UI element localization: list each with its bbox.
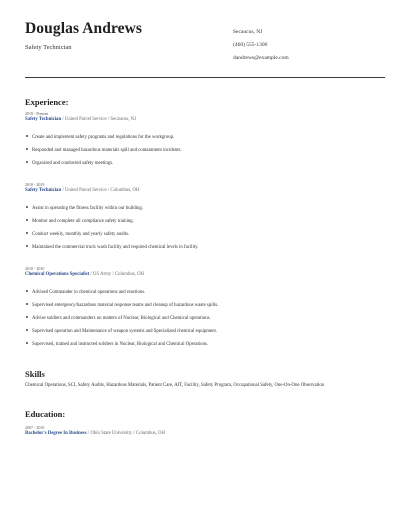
job-bullet: Supervised operation and Maintenance of weapon systems and Specialized chemical equipment. — [25, 329, 217, 334]
education-degree: Bachelor's Degree In Business — [25, 431, 87, 436]
job-details: / US Army / Columbus, OH — [89, 272, 145, 277]
job-bullet: Supervised, trained and instructed soldiers in Nuclear, Biological and Chemical Operations. — [25, 342, 208, 347]
education-degree-line — [25, 431, 165, 436]
bullet-dot-icon — [26, 232, 28, 234]
job-bullet: Maintained the commercial truck wash facility and required chemical levels in facility. — [25, 245, 198, 250]
job-bullet: Conduct weekly, monthly and yearly safety audits. — [25, 232, 129, 237]
job-bullet: Responded and managed hazardous materials spill and containment incidents. — [25, 148, 182, 153]
education-heading: Education: — [25, 409, 66, 419]
bullet-dot-icon — [26, 161, 28, 163]
job-bullet: Advised Commander in chemical operations and reactions. — [25, 290, 145, 295]
bullet-dot-icon — [26, 245, 28, 247]
experience-heading: Experience: — [25, 97, 69, 107]
job-details: / United Parcel Service / Columbus, OH — [61, 188, 140, 193]
bullet-dot-icon — [26, 148, 28, 150]
job-title-line — [25, 188, 139, 193]
bullet-dot-icon — [26, 206, 28, 208]
job-bullet: Supervised emergency/hazardous material response teams and cleanup of hazardous waste spills. — [25, 303, 218, 308]
education-details: / Ohio State University / Columbus, OH — [86, 431, 165, 436]
bullet-dot-icon — [26, 316, 28, 318]
job-details: / United Parcel Service / Secaucus, NJ — [61, 117, 136, 122]
candidate-title: Safety Technician — [25, 44, 72, 51]
bullet-dot-icon — [26, 135, 28, 137]
job-dates: 2010 - 2010 — [25, 266, 45, 271]
job-role: Safety Technician — [25, 188, 62, 193]
job-role: Chemical Operations Specialist — [25, 272, 90, 277]
bullet-dot-icon — [26, 290, 28, 292]
bullet-dot-icon — [26, 342, 28, 344]
contact-email: dandrews@example.com — [233, 55, 289, 61]
job-bullet: Advise soldiers and commanders on matters of Nuclear, Biological and Chemical operations. — [25, 316, 211, 321]
header-divider — [25, 77, 385, 78]
job-bullet: Monitor and complete all compliance safety training. — [25, 219, 134, 224]
job-dates: 2019 - Present — [25, 111, 49, 116]
skills-list: Chemical Operations, SCI, Safety Audits, Hazardous Materials, Patient Care, AIT, Facility, Safety Program, Occupational Safety, One-On-One Observation — [25, 383, 325, 388]
job-title-line — [25, 117, 136, 122]
bullet-dot-icon — [26, 219, 28, 221]
bullet-dot-icon — [26, 329, 28, 331]
job-bullet: Create and implement safety programs and regulations for the workgroup. — [25, 135, 174, 140]
job-title-line — [25, 272, 144, 277]
job-bullet: Assist in operating the fitness facility within our building. — [25, 206, 143, 211]
job-dates: 2010 - 2019 — [25, 182, 45, 187]
candidate-name: Douglas Andrews — [25, 20, 143, 37]
education-dates: 2007 - 2010 — [25, 425, 45, 430]
job-bullet: Organized and conducted safety meetings. — [25, 161, 113, 166]
bullet-dot-icon — [26, 303, 28, 305]
contact-location: Secaucus, NJ — [233, 29, 263, 35]
contact-phone: (460) 555-1300 — [233, 42, 268, 48]
skills-heading: Skills — [25, 369, 45, 379]
job-role: Safety Technician — [25, 117, 62, 122]
